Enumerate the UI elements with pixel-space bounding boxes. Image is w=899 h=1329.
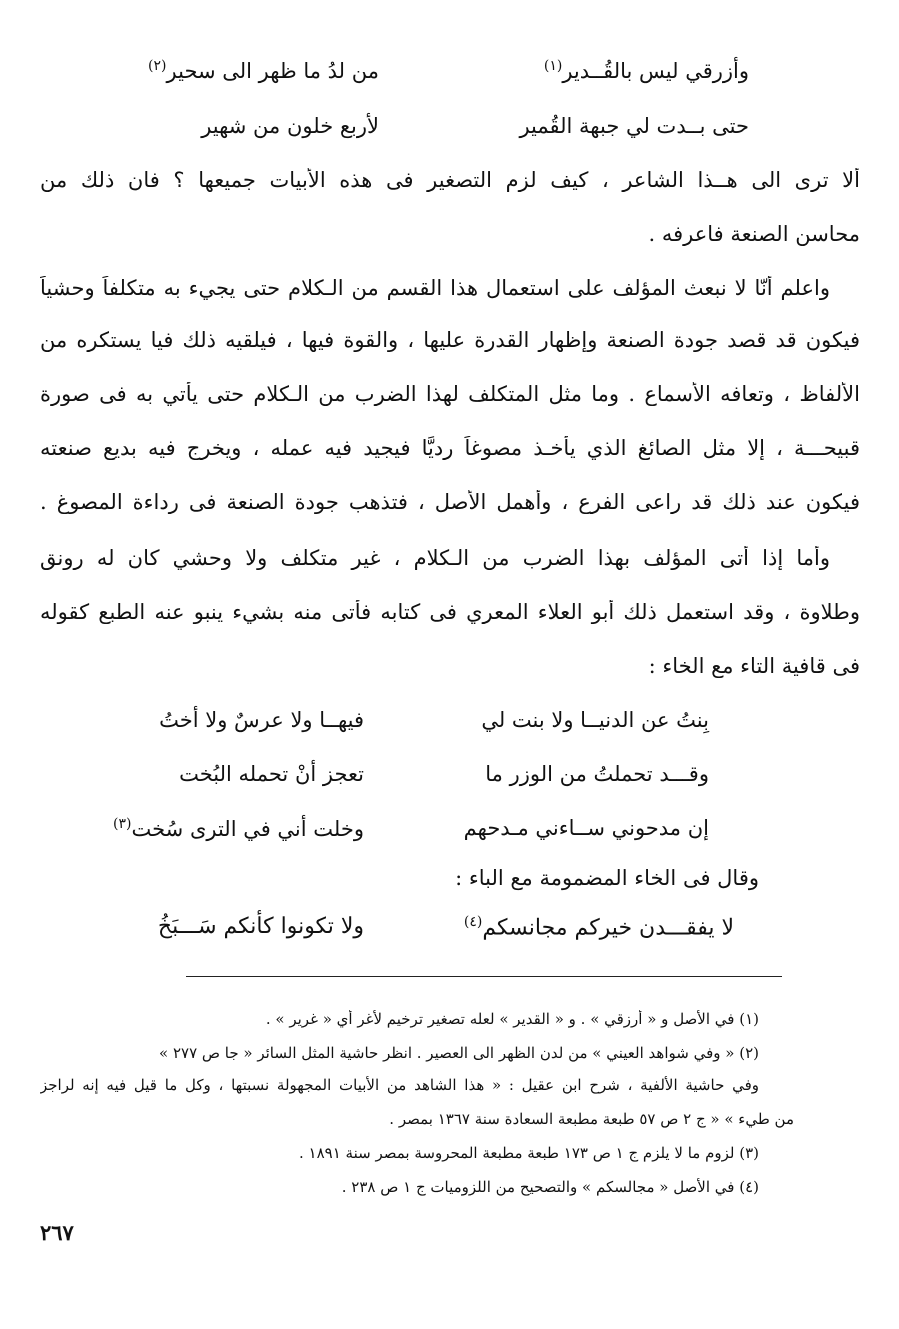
verse-1-right-hemistich: وأزرقي ليس بالقُــدير$^{(١)}$ [543, 58, 749, 83]
paragraph-line: ألا ترى الى هــذا الشاعر ، كيف لزم التصغير فى هذه الأبيات جميعها ؟ فان ذلك من [40, 168, 860, 192]
footnote-marker-3: (٣) [113, 816, 132, 832]
footnote-marker-1: (١) [543, 58, 563, 74]
footnote-marker-2: (٢) [148, 58, 167, 74]
footnote-marker-4: (٤) [463, 914, 483, 930]
paragraph-line: فى قافية التاء مع الخاء : [648, 654, 860, 678]
paragraph-line: واعلم أنّا لا نبعث المؤلف على استعمال هذا القسم من الـكلام حتى يجيء به متكلفاً وحشياً [40, 276, 830, 300]
verse-1-left-hemistich: من لدُ ما ظهر الى سحير$^{(٢)}$ [148, 58, 379, 83]
paragraph-line: وطلاوة ، وقد استعمل ذلك أبو العلاء المعري فى كتابه فأتى منه بشيء ينبو عنه الطبع كقوله [40, 600, 860, 624]
paragraph-line: فيكون عند ذلك قد راعى الفرع ، وأهمل الأصل ، فتذهب جودة الصنعة فى رداءة المصوغ . [40, 490, 860, 514]
footnote-2-end: من طيء » « ج ٢ ص ٥٧ طبعة مطبعة السعادة سنة ١٣٦٧ بمصر . [389, 1110, 794, 1128]
paragraph-line: فيكون قد قصد جودة الصنعة وإظهار القدرة عليها ، والقوة فيها ، فيلقيه ذلك فيا يستكره من [40, 328, 860, 352]
page-number: ٢٦٧ [40, 1220, 74, 1245]
footnote-4: (٤) في الأصل « مجالسكم » والتصحيح من اللزوميات ج ١ ص ٢٣٨ . [341, 1178, 759, 1196]
verse-3-right-hemistich: بِنتُ عن الدنيــا ولا بنت لي [481, 708, 709, 732]
verse-4-left-hemistich: تعجز أنْ تحمله البُخت [179, 762, 364, 786]
paragraph-line: الألفاظ ، وتعافه الأسماع . وما مثل المتكلف لهذا الضرب من الـكلام حتى يأتي به فى صورة [40, 382, 860, 406]
verse-5-left-hemistich: وخلت أني في الترى سُخت$^{(٣)}$ [113, 816, 364, 841]
intro-line: وقال فى الخاء المضمومة مع الباء : [455, 866, 759, 890]
paragraph-line: وأما إذا أتى المؤلف بهذا الضرب من الـكلام ، غير متكلف ولا وحشي كان له رونق [40, 546, 830, 570]
footnote-1: (١) في الأصل و « أرزقي » . و « القدير » لعله تصغير ترخيم لأغر أي « غرير » . [265, 1010, 759, 1028]
verse-4-right-hemistich: وقـــد تحملتُ من الوزر ما [485, 762, 709, 786]
footnote-2-continued: وفي حاشية الألفية ، شرح ابن عقيل : « هذا الشاهد من الأبيات المجهولة نسبتها ، وكل ما قيل فيه إنه لراجز [40, 1076, 759, 1094]
verse-6-right-hemistich: لا يفقـــدن خيركم مجانسكم$^{(٤)}$ [463, 914, 734, 941]
footnote-separator [186, 976, 782, 977]
verse-5-right-hemistich: إن مدحوني ســاءني مـدحهم [463, 816, 709, 840]
verse-2-right-hemistich: حتى بــدت لي جبهة القُمير [519, 114, 749, 138]
footnote-2: (٢) « وفي شواهد العيني » من لدن الظهر الى العصير . انظر حاشية المثل السائر « جا ص ٢٧٧ » [159, 1044, 759, 1062]
verse-2-left-hemistich: لأربع خلون من شهير [201, 114, 379, 138]
footnote-3: (٣) لزوم ما لا يلزم ج ١ ص ١٧٣ طبعة مطبعة المحروسة بمصر سنة ١٨٩١ . [299, 1144, 759, 1162]
paragraph-line: قبيحـــة ، إلا مثل الصائغ الذي يأخـذ مصوغاً رديًّا فيجيد فيه عمله ، ويخرج فيه بديع صنعته [40, 436, 860, 460]
verse-3-left-hemistich: فيهــا ولا عرسٌ ولا أختُ [159, 708, 364, 732]
verse-6-left-hemistich: ولا تكونوا كأنكم سَـــبَخُ [157, 914, 364, 939]
paragraph-line: محاسن الصنعة فاعرفه . [648, 222, 860, 246]
